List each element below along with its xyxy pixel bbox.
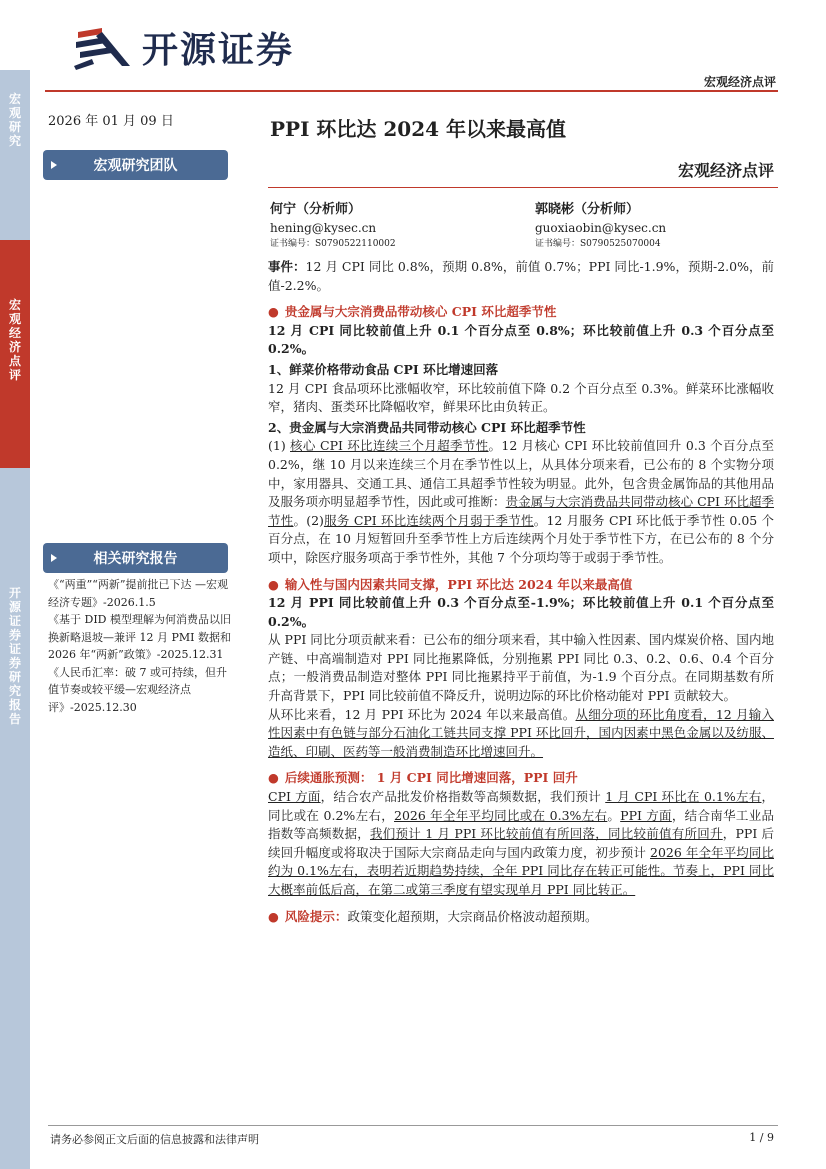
report-body xyxy=(268,258,774,926)
side-strip-middle-label: 宏观经济点评 xyxy=(8,298,21,382)
analyst-2 xyxy=(535,200,666,251)
team-heading xyxy=(43,150,228,180)
section-lead: 12 月 CPI 同比较前值上升 0.1 个百分点至 0.8%；环比较前值上升 0.3 个百分点至 0.2%。 xyxy=(268,322,774,357)
event-label: 事件： xyxy=(268,259,306,274)
report-date: 2026 年 01 月 09 日 xyxy=(48,114,174,129)
underlined-text: 我们预计 1 月 PPI 环比较前值有所回落，同比较前值有所回升 xyxy=(370,826,723,842)
analyst-name: 郭晓彬（分析师） xyxy=(535,202,640,217)
paragraph: 12 月 CPI 食品项环比涨幅收窄，环比较前值下降 0.2 个百分点至 0.3%。鲜菜环比涨幅收窄，猪肉、蛋类环比降幅收窄，鲜果环比由负转正。 xyxy=(268,380,774,415)
related-list xyxy=(48,576,233,716)
section-heading-text: 贵金属与大宗消费品带动核心 CPI 环比超季节性 xyxy=(284,304,557,320)
paragraph xyxy=(268,706,774,762)
analyst-email[interactable]: hening@kysec.cn xyxy=(270,221,377,235)
header-category: 宏观经济点评 xyxy=(703,75,776,89)
related-item[interactable]: 《基于 DID 模型理解为何消费品以旧换新略退坡—兼评 12 月 PMI 数据和 2026 年“两新”政策》-2025.12.31 xyxy=(48,613,231,661)
paragraph xyxy=(268,788,774,900)
underlined-text: 服务 CPI 环比连续两个月弱于季节性 xyxy=(323,512,534,528)
text-run: 。12 月服务 CPI 环比低于季节性 0.05 个百分点，在 10 月短暂回升至季节性上方后连续两个月处于季节性下方，在已公布的 8 个分项中，除医疗服务项高于季节性外，其他 7 个分项均等于或弱于季节性。 xyxy=(268,512,774,565)
subsection-heading: 1、鲜菜价格带动食品 CPI 环比增速回落 xyxy=(268,361,499,377)
section-heading xyxy=(268,576,774,595)
section-lead: 12 月 PPI 同比较前值上升 0.3 个百分点至-1.9%；环比较前值上升 0.1 个百分点至 0.2%。 xyxy=(268,595,774,629)
analyst-name: 何宁（分析师） xyxy=(270,202,362,217)
text-run: 。(2) xyxy=(293,512,324,528)
risk-paragraph xyxy=(268,908,774,927)
risk-text: 政策变化超预期，大宗商品价格波动超预期。 xyxy=(347,908,598,924)
footer-divider xyxy=(48,1125,778,1126)
text-run: ，PPI 后续回升幅度或将取决于国际大宗商品走向与国内政策力度，初步预计 xyxy=(268,826,774,860)
analyst-cert: 证书编号：S0790522110002 xyxy=(270,239,396,249)
related-heading-label: 相关研究报告 xyxy=(93,551,178,567)
brand-logo xyxy=(72,22,294,73)
underlined-text: 1 月 CPI 环比在 0.1%左右 xyxy=(605,789,762,805)
side-strip-bottom xyxy=(0,468,30,1169)
brand-mark-icon xyxy=(72,26,134,70)
paragraph: 从 PPI 同比分项贡献来看：已公布的细分项来看，其中输入性因素、国内煤炭价格、国内地产链、中高端制造对 PPI 同比拖累降低，分别拖累 PPI 同比 0.3、0.2、0.6、0.4 个百分点；一般消费品制造对整体 PPI 同比拖累持平于前值，为-1.9 个百分点。在同期基数有所升高背景下，PPI 同比较前值不降反升，说明边际的环比价格动能对 PPI 贡献较大。 xyxy=(268,632,774,704)
subsection-heading: 2、贵金属与大宗消费品共同带动核心 CPI 环比超季节性 xyxy=(268,419,586,435)
related-heading xyxy=(43,543,228,573)
analyst-email[interactable]: guoxiaobin@kysec.cn xyxy=(535,221,667,235)
underlined-text: 从细分项的环比角度看，12 月输入性因素中有色链与部分石油化工链共同支撑 PPI 环比回升，国内因素中黑色金属以及纺服、造纸、印刷、医药等一般消费制造环比增速回升。 xyxy=(268,706,774,759)
bullet-dot-icon: ● xyxy=(268,304,279,320)
title-divider xyxy=(268,187,778,188)
section-heading xyxy=(268,303,774,322)
report-type: 宏观经济点评 xyxy=(677,161,774,180)
event-paragraph xyxy=(268,258,774,295)
bullet-dot-icon: ● xyxy=(268,770,279,786)
triangle-bullet-icon xyxy=(51,554,57,562)
analyst-cert: 证书编号：S0790525070004 xyxy=(535,239,661,249)
footer-disclaimer: 请务必参阅正文后面的信息披露和法律声明 xyxy=(50,1133,259,1146)
text-run: (1) xyxy=(268,438,291,454)
underlined-text: PPI 方面 xyxy=(620,807,672,823)
bullet-dot-icon: ● xyxy=(268,576,279,592)
side-strip-top-label: 宏观研究 xyxy=(8,92,21,148)
report-title: PPI 环比达 2024 年以来最高值 xyxy=(270,117,566,141)
header-divider xyxy=(45,90,778,92)
brand-name: 开源证券 xyxy=(142,30,295,71)
team-heading-label: 宏观研究团队 xyxy=(93,158,178,174)
side-strip-top xyxy=(0,70,30,240)
related-item[interactable]: 《人民币汇率：破 7 或可持续，但升值节奏或较平缓—宏观经济点评》-2025.12.30 xyxy=(48,665,227,714)
event-text: 12 月 CPI 同比 0.8%，预期 0.8%，前值 0.7%；PPI 同比-1.9%，预期-2.0%，前值-2.2%。 xyxy=(268,259,774,293)
related-item[interactable]: 《“两重”“两新”提前批已下达 —宏观经济专题》-2026.1.5 xyxy=(48,578,228,609)
underlined-text: 2026 年全年平均同比或在 0.3%左右 xyxy=(394,807,608,823)
paragraph xyxy=(268,437,774,567)
text-run: ，结合南华工业品指数等高频数据， xyxy=(268,807,775,842)
side-strip-middle xyxy=(0,240,30,468)
section-heading xyxy=(268,769,774,788)
text-run: ，同比或在 0.2%左右， xyxy=(268,789,774,823)
section-heading-text: 后续通胀预测： 1 月 CPI 同比增速回落，PPI 回升 xyxy=(284,770,578,786)
triangle-bullet-icon xyxy=(51,161,57,169)
underlined-text: 2026 年全年平均同比约为 0.1%左右，表明若近期趋势持续，全年 PPI 同比存在转正可能性。节奏上，PPI 同比大概率前低后高，在第二或第三季度有望实现单月 PPI 同比转正。 xyxy=(268,844,774,897)
underlined-text: 核心 CPI 环比连续三个月超季节性 xyxy=(290,438,489,454)
bullet-dot-icon: ● xyxy=(268,908,279,924)
underlined-text: 贵金属与大宗消费品共同带动核心 CPI 环比超季节性 xyxy=(268,494,774,528)
page-number: 1 / 9 xyxy=(749,1131,774,1144)
text-run: 。12 月核心 CPI 环比较前值回升 0.3 个百分点至 0.2%，继 10 月以来连续三个月在季节性以上，从具体分项来看，已公布的 8 个实物分项中，家用器具、交通工具、通信工具超季节性较为明显。此外，包含贵金属饰品的其他用品及服务项亦明显超季节性，因此或可推断： xyxy=(268,438,774,510)
side-strip-bottom-label: 开源证券证券研究报告 xyxy=(8,586,21,726)
text-run: 。 xyxy=(607,807,621,823)
underlined-text: CPI 方面 xyxy=(268,789,321,805)
text-run: 从环比来看，12 月 PPI 环比为 2024 年以来最高值。 xyxy=(268,706,576,722)
analyst-1 xyxy=(270,200,396,251)
section-heading-text: 输入性与国内因素共同支撑，PPI 环比达 2024 年以来最高值 xyxy=(284,576,633,592)
text-run: ，结合农产品批发价格指数等高频数据，我们预计 xyxy=(320,789,606,805)
risk-label: 风险提示： xyxy=(284,908,348,924)
